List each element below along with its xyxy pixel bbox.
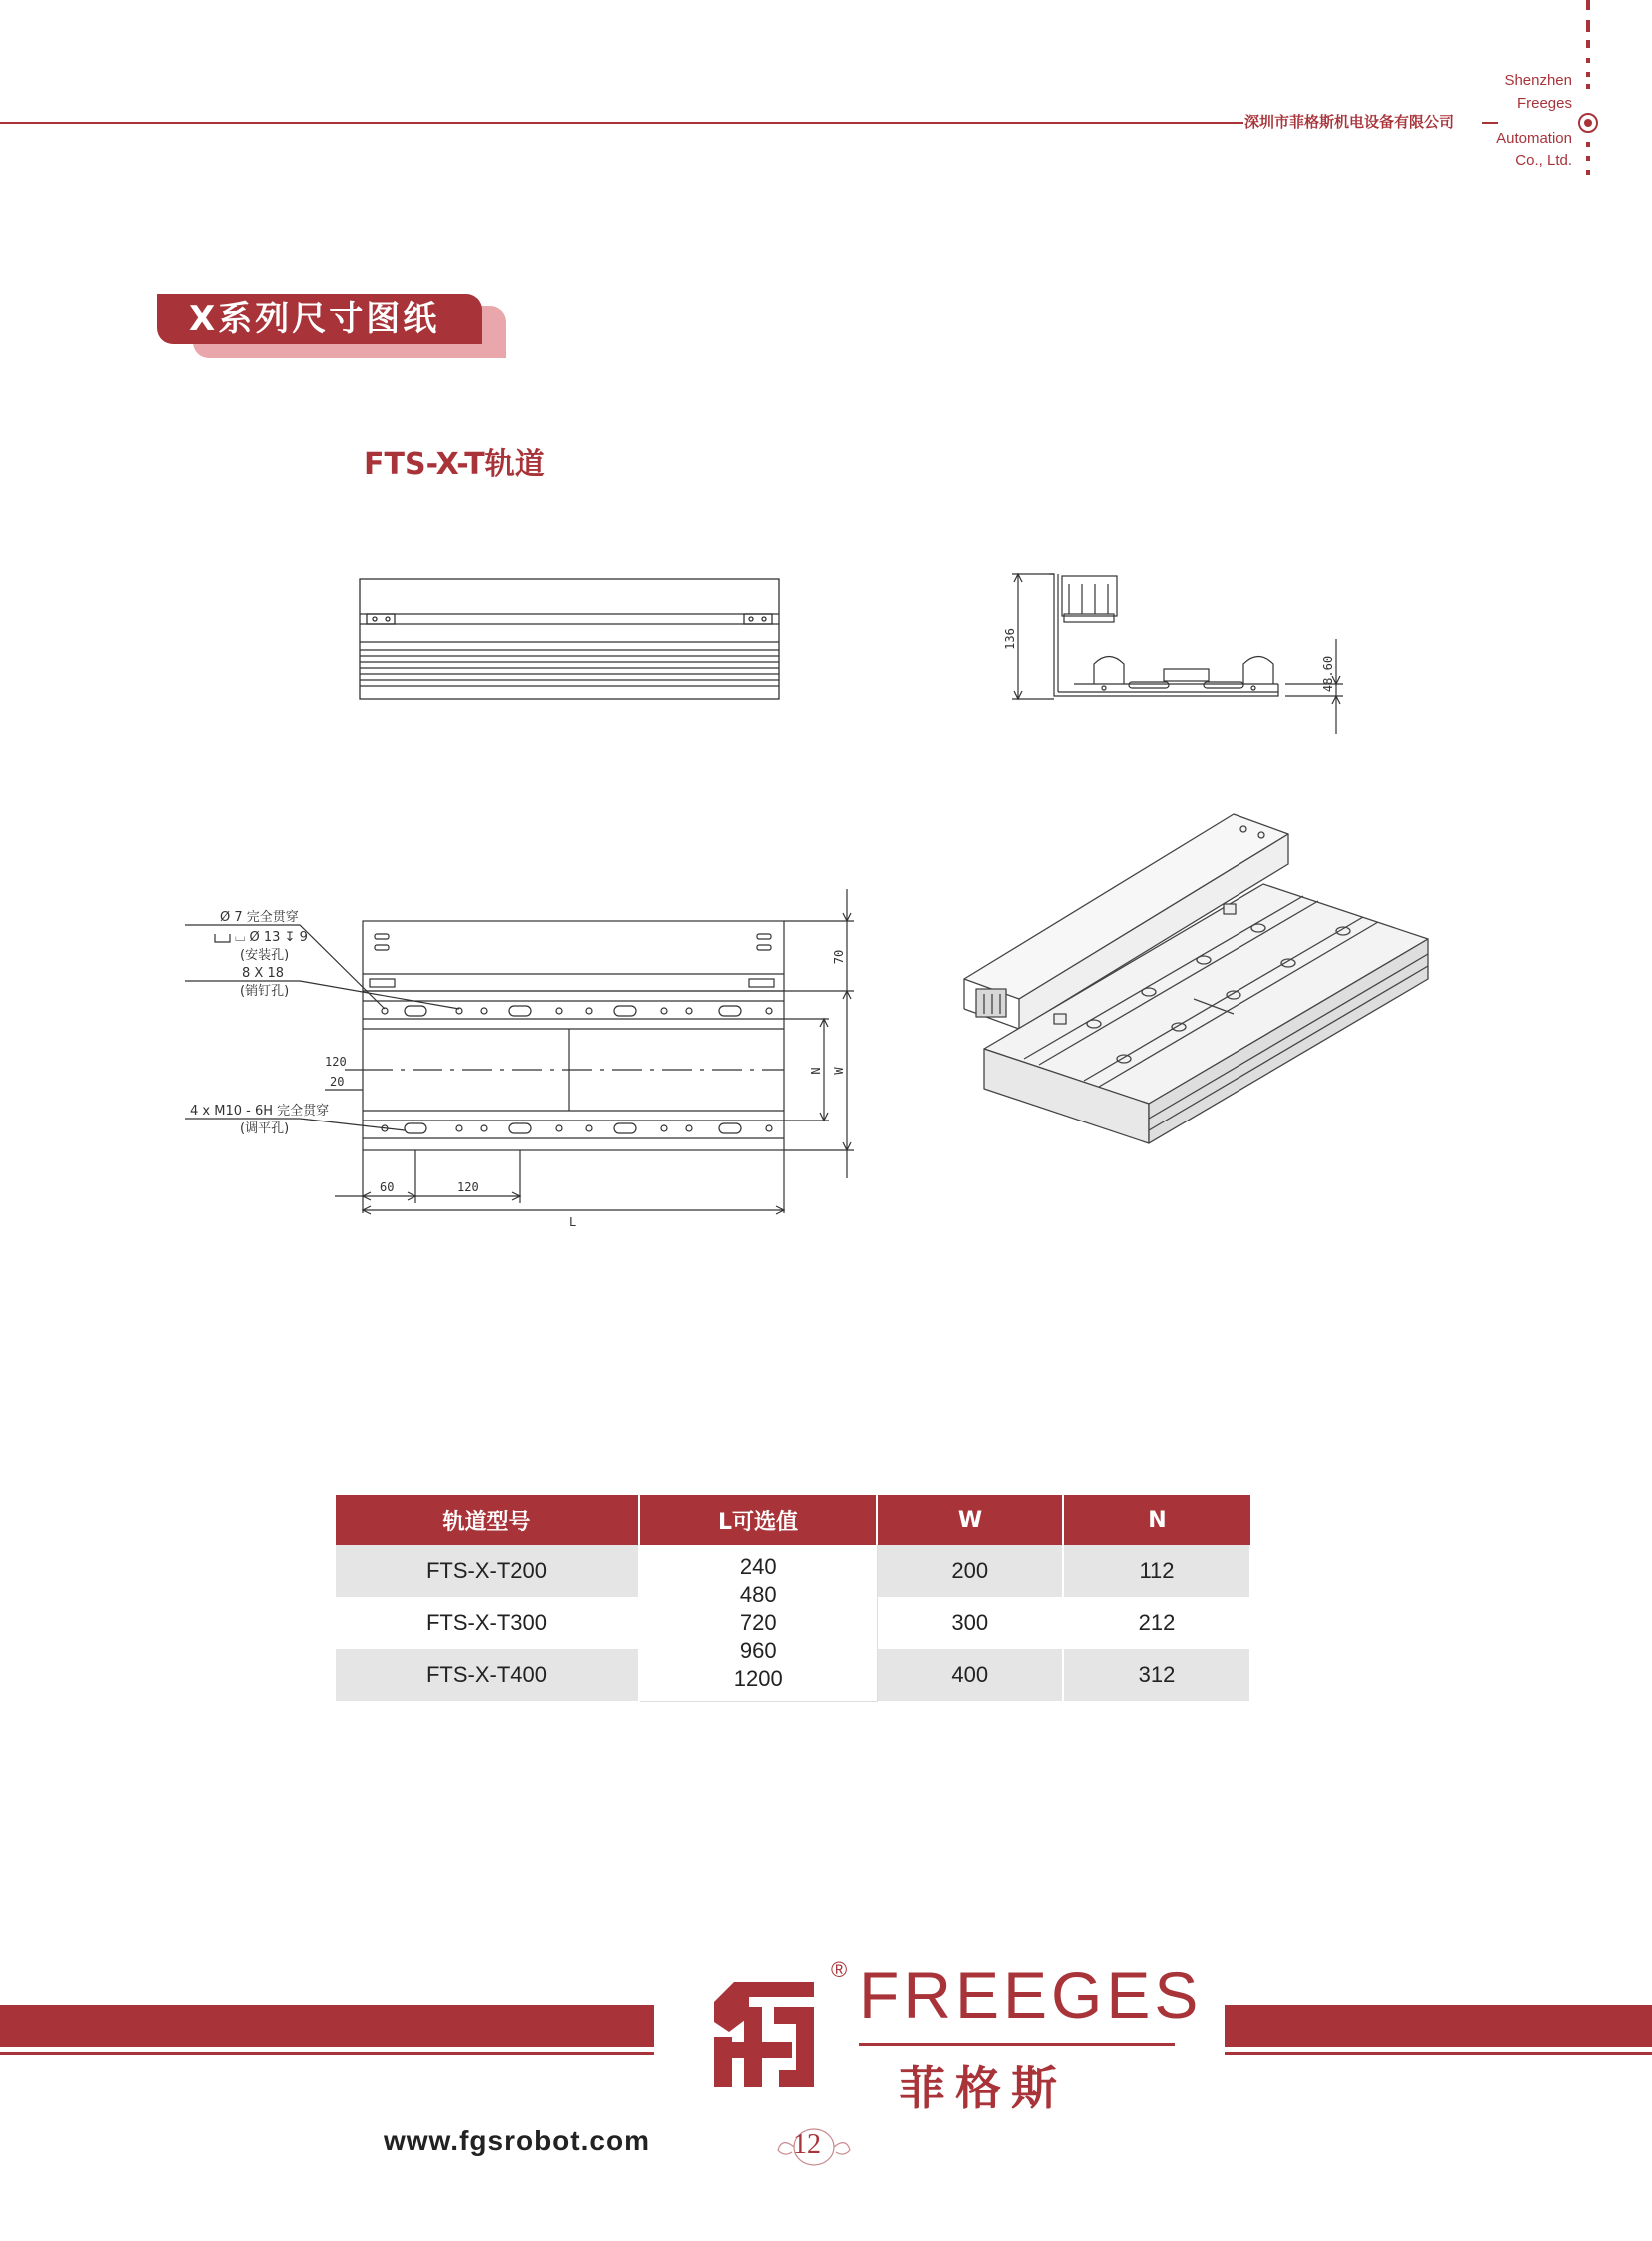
callout-mounting-hole: (安装孔) [240,948,290,963]
callout-leveling-thread: 4 x M10 - 6H 完全贯穿 [190,1104,330,1119]
header-dash [1586,20,1590,32]
dim-136: 136 [1003,628,1017,650]
header-w: W [877,1495,1063,1545]
brand-name-en: FREEGES [859,1958,1203,2032]
dim-60: 60 [380,1180,395,1194]
header-target-icon [1578,113,1598,133]
header-dash [1586,84,1590,89]
website-link[interactable]: www.fgsrobot.com [384,2125,650,2156]
callout-leveling-hole: (调平孔) [240,1121,290,1136]
header-dash [1586,40,1590,48]
company-name-en-line3: Automation [1496,130,1572,147]
cell-w: 300 [877,1597,1063,1649]
header-n: N [1063,1495,1250,1545]
company-name-en-line4: Co., Ltd. [1515,152,1572,169]
cell-model: FTS-X-T200 [336,1545,639,1597]
cell-l-values [639,1545,877,1701]
product-subtitle: FTS-X-T轨道 [364,447,545,482]
header-dash [1586,170,1590,175]
cell-n: 312 [1063,1649,1250,1701]
callout-pin-hole: (销钉孔) [240,984,290,999]
footer-rule-left [0,2052,654,2055]
callout-pin-size: 8 X 18 [242,966,284,981]
l-value: 960 [739,1637,777,1663]
header-dash [1586,72,1590,77]
company-name-en-line2: Freeges [1516,95,1572,112]
dim-l: L [569,1215,577,1229]
header-dash [1586,156,1590,161]
company-name-cn: 深圳市菲格斯机电设备有限公司 [1244,113,1455,131]
dim-120-bottom: 120 [457,1180,479,1194]
cell-n: 212 [1063,1597,1250,1649]
cell-w: 400 [877,1649,1063,1701]
callout-counterbore: ⌴ Ø 13 ↧ 9 [235,930,308,945]
dim-120-left: 120 [325,1055,347,1069]
section-title: X系列尺寸图纸 [157,294,482,344]
header-dash [1586,58,1590,63]
freeges-logo-icon [704,1962,834,2092]
l-value: 240 [739,1553,777,1579]
callout-hole-through: Ø 7 完全贯穿 [220,910,299,925]
registered-mark: ® [831,1957,848,1982]
table-row [336,1545,1250,1597]
cell-model: FTS-X-T300 [336,1597,639,1649]
cell-model: FTS-X-T400 [336,1649,639,1701]
l-value: 720 [739,1609,777,1635]
footer-bar-right [1225,2005,1652,2047]
cell-w: 200 [877,1545,1063,1597]
footer-rule-right [1225,2052,1652,2055]
dim-20: 20 [330,1075,345,1089]
brand-name-cn: 菲格斯 [899,2061,1067,2115]
dim-n: N [809,1067,823,1075]
l-value: 1200 [733,1665,783,1691]
footer-bar-left [0,2005,654,2047]
header-dash [1586,142,1590,147]
isometric-view-drawing [944,799,1433,1198]
dim-48-60: 48.60 [1321,655,1335,693]
dim-w: W [832,1067,846,1075]
dim-70: 70 [832,949,846,965]
header-l-values: L可选值 [639,1495,877,1545]
page-number: 12 [793,2129,821,2160]
header-model: 轨道型号 [336,1495,639,1545]
front-view-drawing [355,574,784,704]
brand-underline [859,2043,1175,2046]
top-view-drawing [180,879,879,1238]
spec-table [336,1495,1251,1702]
header-rule [0,122,1243,124]
header-rule-right [1482,122,1498,124]
l-value: 480 [739,1581,777,1607]
side-view-drawing [994,564,1353,734]
cell-n: 112 [1063,1545,1250,1597]
header-dash [1586,0,1590,10]
table-header-row [336,1495,1250,1545]
company-name-en-line1: Shenzhen [1504,72,1572,89]
